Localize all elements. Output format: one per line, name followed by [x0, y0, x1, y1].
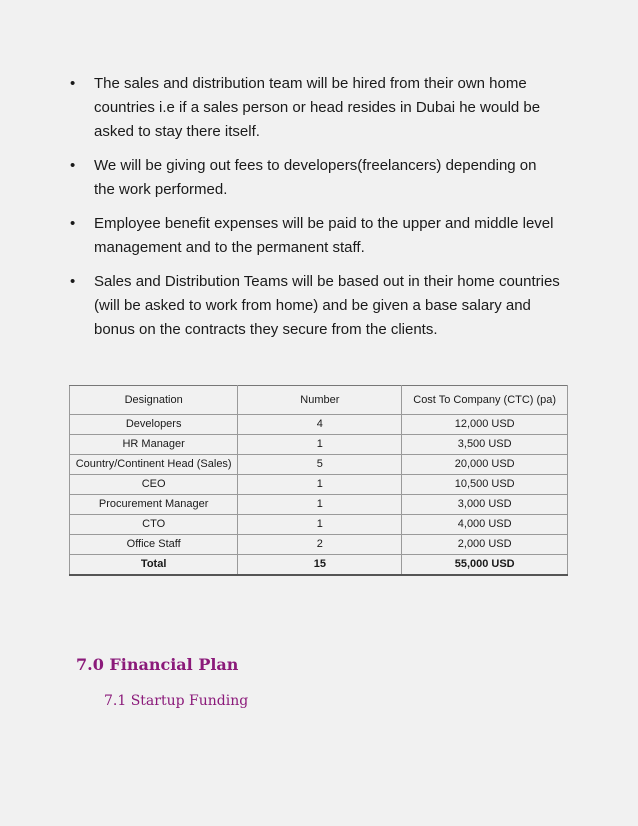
bullet-list: [70, 72, 560, 352]
bullet-item: [70, 72, 560, 144]
cell-ctc: 20,000 USD: [402, 455, 568, 475]
cell-designation: CEO: [70, 475, 238, 495]
bullet-text: Employee benefit expenses will be paid to the upper and middle level management and to the permanent staff.: [94, 215, 554, 256]
cell-designation: Office Staff: [70, 535, 238, 555]
table-row: [70, 535, 568, 555]
cell-ctc: 3,500 USD: [402, 435, 568, 455]
cell-number: 1: [238, 495, 402, 515]
bullet-item: [70, 270, 560, 342]
table-header-row: [70, 386, 568, 415]
cell-number: 1: [238, 435, 402, 455]
bullet-text: The sales and distribution team will be hired from their own home countries i.e if a sales person or head resides in Dubai he would be asked to stay there itself.: [94, 75, 541, 140]
cell-number: 5: [238, 455, 402, 475]
cell-number: 4: [238, 415, 402, 435]
bullet-text: Sales and Distribution Teams will be based out in their home countries (will be asked to work from home) and be given a base salary and bonus on the contracts they secure from the clients.: [94, 273, 560, 338]
total-ctc: 55,000 USD: [402, 555, 568, 576]
table-row: [70, 515, 568, 535]
total-label: Total: [70, 555, 238, 576]
bullet-text: We will be giving out fees to developers(freelancers) depending on the work performed.: [94, 157, 537, 198]
cell-designation: Procurement Manager: [70, 495, 238, 515]
bullet-icon: •: [70, 157, 76, 174]
cell-ctc: 2,000 USD: [402, 535, 568, 555]
cell-ctc: 10,500 USD: [402, 475, 568, 495]
bullet-icon: •: [70, 215, 76, 232]
table-row: [70, 435, 568, 455]
cell-designation: CTO: [70, 515, 238, 535]
table-row: [70, 455, 568, 475]
bullet-item: [70, 154, 560, 202]
section-subheading: 7.1 Startup Funding: [104, 693, 249, 709]
table-row: [70, 495, 568, 515]
cell-number: 1: [238, 475, 402, 495]
bullet-icon: •: [70, 75, 76, 92]
header-designation: Designation: [70, 386, 238, 415]
cell-designation: Country/Continent Head (Sales): [70, 455, 238, 475]
ctc-table: [69, 385, 568, 576]
bullet-item: [70, 212, 560, 260]
cell-designation: Developers: [70, 415, 238, 435]
cell-ctc: 4,000 USD: [402, 515, 568, 535]
table-row: [70, 415, 568, 435]
table-row: [70, 475, 568, 495]
cell-number: 1: [238, 515, 402, 535]
header-number: Number: [238, 386, 402, 415]
header-ctc: Cost To Company (CTC) (pa): [402, 386, 568, 415]
table-total-row: [70, 555, 568, 576]
cell-designation: HR Manager: [70, 435, 238, 455]
cell-number: 2: [238, 535, 402, 555]
total-number: 15: [238, 555, 402, 576]
bullet-icon: •: [70, 273, 76, 290]
cell-ctc: 12,000 USD: [402, 415, 568, 435]
cell-ctc: 3,000 USD: [402, 495, 568, 515]
section-heading: 7.0 Financial Plan: [76, 655, 239, 674]
